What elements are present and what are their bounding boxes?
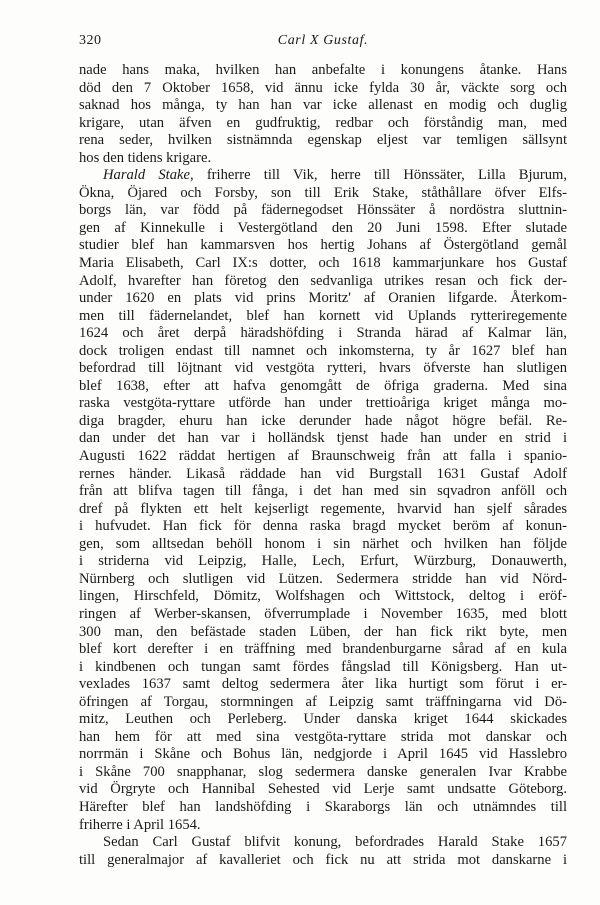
text-line: 1624 och året derpå häradshöfding i Stranda härad af Kalmar län, xyxy=(79,325,567,342)
body-text xyxy=(79,62,567,869)
text-line: Nürnberg och slutligen vid Lützen. Sedermera stridde han vid Nörd- xyxy=(79,570,567,587)
text-line: rernes händer. Likaså räddade han vid Burgstall 1631 Gustaf Adolf xyxy=(79,465,567,482)
text-line: norrmän i Skåne och Bohus län, nedgjorde i April 1645 vid Hasslebro xyxy=(79,746,567,763)
text-line: vexlades 1637 samt deltog sedermera åter lika hurtigt som förut i er- xyxy=(79,676,567,693)
text-line: Härefter blef han landshöfding i Skaraborgs län och utnämndes till xyxy=(79,798,567,815)
text-line: han hem för att med sina vestgöta-ryttare strida mot danskar och xyxy=(79,728,567,745)
text-line: gen af Kinnekulle i Vestergötland den 20 Juni 1598. Efter slutade xyxy=(79,219,567,236)
text-line: från att blifva tagen till fånga, i det han med sin sqvadron anföll och xyxy=(79,483,567,500)
text-line: i striderna vid Leipzig, Halle, Lech, Erfurt, Würzburg, Donauwerth, xyxy=(79,553,567,570)
text-line: under 1620 en plats vid prins Moritz' af Oranien lifgarde. Återkom- xyxy=(79,290,567,307)
text-line: Augusti 1622 räddat hertigen af Braunschweig från att falla i spanio- xyxy=(79,448,567,465)
text-line: i hufvudet. Han fick för denna raska bragd mycket beröm af konun- xyxy=(79,518,567,535)
text-line: hos den tidens krigare. xyxy=(79,149,212,166)
text-line: Maria Elisabeth, Carl IX:s dotter, och 1618 kammarjunkare hos Gustaf xyxy=(79,255,567,272)
text-line: lingen, Hirschfeld, Dömitz, Wolfshagen och Wittstock, deltog i eröf- xyxy=(79,588,567,605)
text-line: till generalmajor af kavalleriet och fick nu att strida mot danskarne i xyxy=(79,851,567,868)
text-line: i kindbenen och tungan samt fördes fångslad till Königsberg. Han ut- xyxy=(79,658,567,675)
text-line: diga bragder, ehuru han icke derunder hade något högre befäl. Re- xyxy=(79,412,567,429)
paragraph-start-line: Sedan Carl Gustaf blifvit konung, befordrades Harald Stake 1657 xyxy=(103,834,567,851)
text-line: död den 7 Oktober 1658, vid ännu icke fylda 30 år, väckte sorg och xyxy=(79,79,567,96)
text-line: 300 man, den befästade staden Lüben, der han fick rikt byte, men xyxy=(79,623,567,640)
text-line: friherre i April 1654. xyxy=(79,816,201,833)
text-line: raska vestgöta-ryttare utförde han under trettioåriga kriget många mo- xyxy=(79,395,567,412)
text-line: borgs län, var född på fädernegodset Hönssäter å nordöstra sluttnin- xyxy=(79,202,567,219)
text-line: blef 1638, efter att hafva genomgått de öfriga graderna. Med sina xyxy=(79,377,567,394)
text-line: i Skåne 700 snapphanar, slog sedermera danske generalen Ivar Krabbe xyxy=(79,763,567,780)
text-line: blef kort derefter i en träffning med brandenburgarne sårad af en kula xyxy=(79,641,567,658)
text-line: Adolf, hvarefter han företog den sedvanliga utrikes resan och fick der- xyxy=(79,272,567,289)
text-line: Ökna, Öjared och Forsby, son till Erik Stake, ståthållare öfver Elfs- xyxy=(79,184,567,201)
text-line: vid Örgryte och Hannibal Sehested vid Lerje samt undsatte Göteborg. xyxy=(79,781,567,798)
text-line: dan under det han var i holländsk tjenst hade han under en strid i xyxy=(79,430,567,447)
person-name-italic: Harald Stake, xyxy=(103,167,194,184)
text-line: nade hans maka, hvilken han anbefalte i konungens åtanke. Hans xyxy=(79,62,567,78)
running-title: Carl X Gustaf. xyxy=(277,33,369,48)
paragraph-start-line xyxy=(79,167,567,185)
text-line: ringen af Werber-skansen, öfverrumplade i November 1635, med blott xyxy=(79,605,567,622)
page-header xyxy=(79,33,567,53)
text-line: krigare, utan äfven en gudfruktig, redbar och förståndig man, med xyxy=(79,114,567,131)
text-line: gen, som alltsedan behöll honom i sin närhet och hvilken han följde xyxy=(79,535,567,552)
text-line: befordrad till löjtnant vid vestgöta rytteri, hvars öfverste han slutligen xyxy=(79,360,567,377)
text-line: dock troligen endast till namnet och inkomsterna, ty år 1627 blef han xyxy=(79,342,567,359)
text-line: dref på flykten ett helt kejserligt regemente, hvarvid han sjelf sårades xyxy=(79,500,567,517)
text-line: men till fädernelandet, blef han kornett vid Uplands rytteriregemente xyxy=(79,307,567,324)
text-line: studier blef han kammarsven hos hertig Johans af Östergötland gemål xyxy=(79,237,567,254)
page-number: 320 xyxy=(79,33,102,48)
text-segment: friherre till Vik, herre till Hönssäter, Lilla Bjurum, xyxy=(193,167,567,184)
text-line: mitz, Leuthen och Perleberg. Under danska kriget 1644 skickades xyxy=(79,711,567,728)
text-line: öfringen af Torgau, stormningen af Leipzig samt träffningarna vid Dö- xyxy=(79,693,567,710)
text-line: rena seder, hvilken sistnämnda egenskap eljest var temligen sällsynt xyxy=(79,132,567,149)
text-line: saknad hos många, ty han han var icke allenast en modig och duglig xyxy=(79,97,567,114)
